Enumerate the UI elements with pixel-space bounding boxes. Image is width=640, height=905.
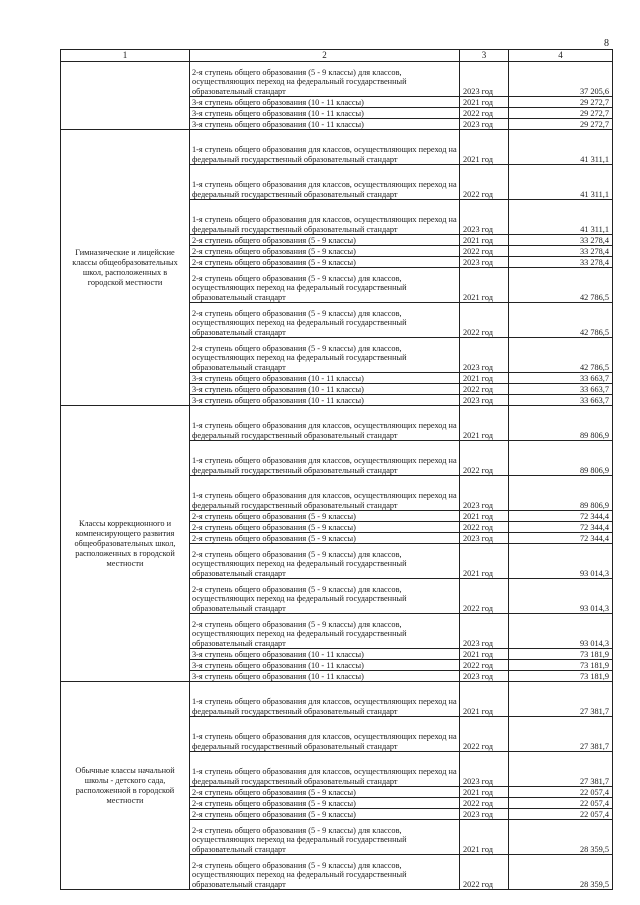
category-cell: Гимназические и лицейские классы общеобразовательных школ, расположенных в городской местности — [61, 130, 190, 406]
description-cell: 2-я ступень общего образования (5 - 9 классы) — [190, 809, 460, 820]
description-cell: 2-я ступень общего образования (5 - 9 классы) для классов, осуществляющих переход на федеральный государственный образовательный стандарт — [190, 614, 460, 649]
value-cell: 73 181,9 — [509, 671, 613, 682]
year-cell: 2021 год — [460, 544, 509, 579]
description-cell: 1-я ступень общего образования для классов, осуществляющих переход на федеральный государственный образовательный стандарт — [190, 717, 460, 752]
year-cell: 2023 год — [460, 62, 509, 97]
description-cell: 3-я ступень общего образования (10 - 11 классы) — [190, 660, 460, 671]
category-cell: Классы коррекционного и компенсирующего развития общеобразовательных школ, расположенных в городской местности — [61, 406, 190, 682]
header-col-1: 1 — [61, 50, 190, 62]
value-cell: 41 311,1 — [509, 130, 613, 165]
description-cell: 1-я ступень общего образования для классов, осуществляющих переход на федеральный государственный образовательный стандарт — [190, 476, 460, 511]
year-cell: 2022 год — [460, 441, 509, 476]
value-cell: 89 806,9 — [509, 406, 613, 441]
value-cell: 93 014,3 — [509, 579, 613, 614]
description-cell: 2-я ступень общего образования (5 - 9 классы) — [190, 798, 460, 809]
description-cell: 2-я ступень общего образования (5 - 9 классы) для классов, осуществляющих переход на федеральный государственный образовательный стандарт — [190, 268, 460, 303]
table-body — [61, 62, 613, 890]
description-cell: 2-я ступень общего образования (5 - 9 классы) — [190, 511, 460, 522]
year-cell: 2022 год — [460, 522, 509, 533]
description-cell: 2-я ступень общего образования (5 - 9 классы) — [190, 522, 460, 533]
value-cell: 29 272,7 — [509, 119, 613, 130]
year-cell: 2021 год — [460, 268, 509, 303]
year-cell: 2023 год — [460, 257, 509, 268]
year-cell: 2023 год — [460, 200, 509, 235]
value-cell: 33 663,7 — [509, 384, 613, 395]
year-cell: 2023 год — [460, 614, 509, 649]
value-cell: 28 359,5 — [509, 855, 613, 890]
description-cell: 1-я ступень общего образования для классов, осуществляющих переход на федеральный государственный образовательный стандарт — [190, 130, 460, 165]
value-cell: 89 806,9 — [509, 441, 613, 476]
value-cell: 29 272,7 — [509, 108, 613, 119]
value-cell: 42 786,5 — [509, 338, 613, 373]
year-cell: 2021 год — [460, 820, 509, 855]
description-cell: 3-я ступень общего образования (10 - 11 классы) — [190, 373, 460, 384]
value-cell: 33 278,4 — [509, 257, 613, 268]
header-row — [61, 50, 613, 62]
table-row — [61, 406, 613, 441]
value-cell: 93 014,3 — [509, 544, 613, 579]
year-cell: 2022 год — [460, 579, 509, 614]
value-cell: 72 344,4 — [509, 522, 613, 533]
description-cell: 3-я ступень общего образования (10 - 11 классы) — [190, 108, 460, 119]
description-cell: 1-я ступень общего образования для классов, осуществляющих переход на федеральный государственный образовательный стандарт — [190, 200, 460, 235]
description-cell: 2-я ступень общего образования (5 - 9 классы) для классов, осуществляющих переход на федеральный государственный образовательный стандарт — [190, 855, 460, 890]
year-cell: 2021 год — [460, 235, 509, 246]
year-cell: 2023 год — [460, 119, 509, 130]
year-cell: 2021 год — [460, 406, 509, 441]
year-cell: 2022 год — [460, 165, 509, 200]
header-col-3: 3 — [460, 50, 509, 62]
table-row — [61, 682, 613, 717]
year-cell: 2022 год — [460, 303, 509, 338]
header-col-4: 4 — [509, 50, 613, 62]
value-cell: 22 057,4 — [509, 798, 613, 809]
year-cell: 2023 год — [460, 476, 509, 511]
header-col-2: 2 — [190, 50, 460, 62]
value-cell: 27 381,7 — [509, 752, 613, 787]
value-cell: 72 344,4 — [509, 533, 613, 544]
value-cell: 33 278,4 — [509, 235, 613, 246]
value-cell: 41 311,1 — [509, 200, 613, 235]
description-cell: 1-я ступень общего образования для классов, осуществляющих переход на федеральный государственный образовательный стандарт — [190, 441, 460, 476]
value-cell: 33 663,7 — [509, 373, 613, 384]
description-cell: 2-я ступень общего образования (5 - 9 классы) для классов, осуществляющих переход на федеральный государственный образовательный стандарт — [190, 820, 460, 855]
year-cell: 2023 год — [460, 533, 509, 544]
year-cell: 2022 год — [460, 384, 509, 395]
category-cell: Обычные классы начальной школы - детского сада, расположенной в городской местности — [61, 682, 190, 890]
page-number: 8 — [604, 38, 609, 49]
description-cell: 2-я ступень общего образования (5 - 9 классы) — [190, 257, 460, 268]
table-row — [61, 130, 613, 165]
table-row — [61, 62, 613, 97]
description-cell: 3-я ступень общего образования (10 - 11 классы) — [190, 395, 460, 406]
description-cell: 1-я ступень общего образования для классов, осуществляющих переход на федеральный государственный образовательный стандарт — [190, 752, 460, 787]
description-cell: 2-я ступень общего образования (5 - 9 классы) — [190, 533, 460, 544]
value-cell: 73 181,9 — [509, 660, 613, 671]
year-cell: 2021 год — [460, 130, 509, 165]
description-cell: 1-я ступень общего образования для классов, осуществляющих переход на федеральный государственный образовательный стандарт — [190, 165, 460, 200]
year-cell: 2023 год — [460, 809, 509, 820]
year-cell: 2023 год — [460, 395, 509, 406]
value-cell: 41 311,1 — [509, 165, 613, 200]
year-cell: 2021 год — [460, 649, 509, 660]
year-cell: 2022 год — [460, 855, 509, 890]
year-cell: 2021 год — [460, 373, 509, 384]
year-cell: 2022 год — [460, 717, 509, 752]
description-cell: 1-я ступень общего образования для классов, осуществляющих переход на федеральный государственный образовательный стандарт — [190, 406, 460, 441]
description-cell: 3-я ступень общего образования (10 - 11 классы) — [190, 671, 460, 682]
description-cell: 3-я ступень общего образования (10 - 11 классы) — [190, 384, 460, 395]
value-cell: 22 057,4 — [509, 787, 613, 798]
year-cell: 2021 год — [460, 511, 509, 522]
value-cell: 37 205,6 — [509, 62, 613, 97]
year-cell: 2023 год — [460, 338, 509, 373]
value-cell: 33 278,4 — [509, 246, 613, 257]
value-cell: 73 181,9 — [509, 649, 613, 660]
year-cell: 2023 год — [460, 671, 509, 682]
value-cell: 42 786,5 — [509, 268, 613, 303]
value-cell: 89 806,9 — [509, 476, 613, 511]
value-cell: 29 272,7 — [509, 97, 613, 108]
tariff-table — [60, 49, 613, 890]
value-cell: 72 344,4 — [509, 511, 613, 522]
description-cell: 2-я ступень общего образования (5 - 9 классы) для классов, осуществляющих переход на федеральный государственный образовательный стандарт — [190, 62, 460, 97]
year-cell: 2023 год — [460, 752, 509, 787]
year-cell: 2021 год — [460, 682, 509, 717]
value-cell: 27 381,7 — [509, 717, 613, 752]
description-cell: 3-я ступень общего образования (10 - 11 классы) — [190, 649, 460, 660]
year-cell: 2022 год — [460, 108, 509, 119]
value-cell: 93 014,3 — [509, 614, 613, 649]
description-cell: 2-я ступень общего образования (5 - 9 классы) для классов, осуществляющих переход на федеральный государственный образовательный стандарт — [190, 338, 460, 373]
description-cell: 2-я ступень общего образования (5 - 9 классы) — [190, 235, 460, 246]
description-cell: 1-я ступень общего образования для классов, осуществляющих переход на федеральный государственный образовательный стандарт — [190, 682, 460, 717]
value-cell: 27 381,7 — [509, 682, 613, 717]
value-cell: 33 663,7 — [509, 395, 613, 406]
value-cell: 22 057,4 — [509, 809, 613, 820]
description-cell: 3-я ступень общего образования (10 - 11 классы) — [190, 97, 460, 108]
description-cell: 2-я ступень общего образования (5 - 9 классы) для классов, осуществляющих переход на федеральный государственный образовательный стандарт — [190, 579, 460, 614]
value-cell: 42 786,5 — [509, 303, 613, 338]
description-cell: 2-я ступень общего образования (5 - 9 классы) — [190, 787, 460, 798]
description-cell: 2-я ступень общего образования (5 - 9 классы) — [190, 246, 460, 257]
category-cell — [61, 62, 190, 130]
description-cell: 2-я ступень общего образования (5 - 9 классы) для классов, осуществляющих переход на федеральный государственный образовательный стандарт — [190, 544, 460, 579]
year-cell: 2022 год — [460, 246, 509, 257]
year-cell: 2022 год — [460, 798, 509, 809]
year-cell: 2021 год — [460, 97, 509, 108]
description-cell: 2-я ступень общего образования (5 - 9 классы) для классов, осуществляющих переход на федеральный государственный образовательный стандарт — [190, 303, 460, 338]
year-cell: 2021 год — [460, 787, 509, 798]
value-cell: 28 359,5 — [509, 820, 613, 855]
year-cell: 2022 год — [460, 660, 509, 671]
description-cell: 3-я ступень общего образования (10 - 11 классы) — [190, 119, 460, 130]
